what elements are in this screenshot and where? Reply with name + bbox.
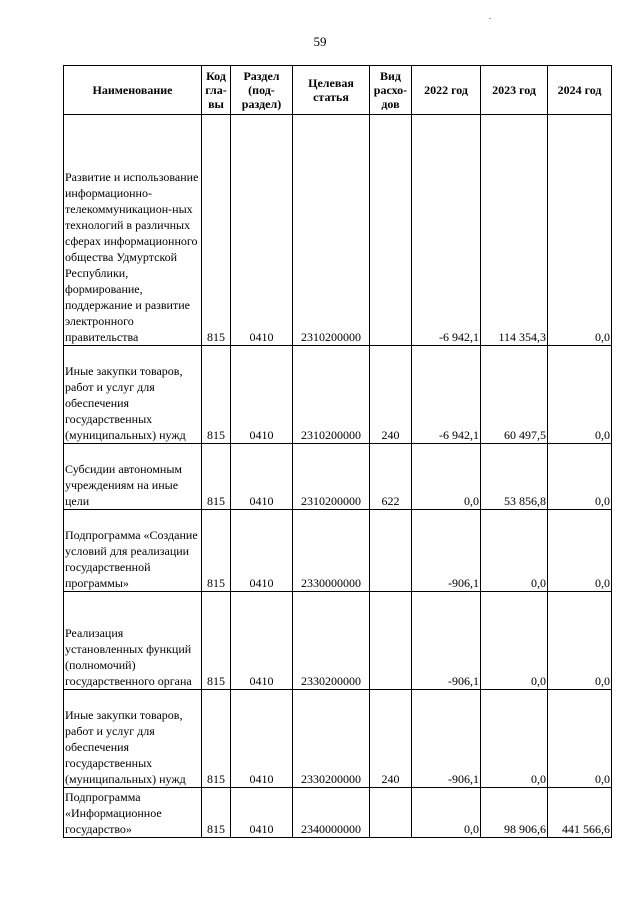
row-kod: 815 <box>202 690 231 788</box>
scan-speck <box>489 18 491 19</box>
row-2024: 0,0 <box>548 690 612 788</box>
row-2022: -906,1 <box>412 510 481 592</box>
row-name: Подпрограмма «Информационное государство» <box>64 788 202 838</box>
row-2024: 0,0 <box>548 346 612 444</box>
table-header-row <box>64 66 612 115</box>
row-statya: 2330200000 <box>293 690 370 788</box>
row-2022: 0,0 <box>412 444 481 510</box>
table-row <box>64 115 612 346</box>
row-2023: 0,0 <box>481 690 548 788</box>
table-row <box>64 444 612 510</box>
table-row <box>64 510 612 592</box>
row-razdel: 0410 <box>231 690 293 788</box>
row-kod: 815 <box>202 346 231 444</box>
row-2023: 0,0 <box>481 510 548 592</box>
row-2024: 0,0 <box>548 592 612 690</box>
row-name: Реализация установленных функций (полномочий) государственного органа <box>64 592 202 690</box>
row-razdel: 0410 <box>231 346 293 444</box>
row-2023: 98 906,6 <box>481 788 548 838</box>
row-2022: -6 942,1 <box>412 115 481 346</box>
row-2023: 0,0 <box>481 592 548 690</box>
row-2022: 0,0 <box>412 788 481 838</box>
row-vid: 240 <box>370 346 412 444</box>
row-kod: 815 <box>202 510 231 592</box>
row-razdel: 0410 <box>231 444 293 510</box>
row-statya: 2310200000 <box>293 115 370 346</box>
row-kod: 815 <box>202 788 231 838</box>
table-row <box>64 346 612 444</box>
row-vid <box>370 115 412 346</box>
header-vid: Вид расхо-дов <box>370 66 412 115</box>
row-name: Иные закупки товаров, работ и услуг для обеспечения государственных (муниципальных) нужд <box>64 690 202 788</box>
row-razdel: 0410 <box>231 510 293 592</box>
row-2024: 0,0 <box>548 115 612 346</box>
header-statya: Целевая статья <box>293 66 370 115</box>
header-2022: 2022 год <box>412 66 481 115</box>
table-row <box>64 592 612 690</box>
row-vid <box>370 788 412 838</box>
row-2024: 441 566,6 <box>548 788 612 838</box>
row-vid <box>370 510 412 592</box>
row-vid: 240 <box>370 690 412 788</box>
row-2022: -6 942,1 <box>412 346 481 444</box>
row-statya: 2340000000 <box>293 788 370 838</box>
row-razdel: 0410 <box>231 592 293 690</box>
header-name: Наименование <box>64 66 202 115</box>
row-kod: 815 <box>202 592 231 690</box>
row-2024: 0,0 <box>548 444 612 510</box>
header-razdel: Раздел (под-раздел) <box>231 66 293 115</box>
row-2023: 114 354,3 <box>481 115 548 346</box>
table-row <box>64 690 612 788</box>
row-statya: 2310200000 <box>293 444 370 510</box>
table-row <box>64 788 612 838</box>
row-name: Субсидии автономным учреждениям на иные цели <box>64 444 202 510</box>
page-number: 59 <box>313 34 327 49</box>
header-2023: 2023 год <box>481 66 548 115</box>
row-kod: 815 <box>202 444 231 510</box>
row-kod: 815 <box>202 115 231 346</box>
row-statya: 2330000000 <box>293 510 370 592</box>
row-razdel: 0410 <box>231 788 293 838</box>
row-razdel: 0410 <box>231 115 293 346</box>
row-name: Иные закупки товаров, работ и услуг для обеспечения государственных (муниципальных) нужд <box>64 346 202 444</box>
row-2024: 0,0 <box>548 510 612 592</box>
header-kod: Код гла-вы <box>202 66 231 115</box>
row-2022: -906,1 <box>412 592 481 690</box>
row-statya: 2330200000 <box>293 592 370 690</box>
row-vid: 622 <box>370 444 412 510</box>
row-2022: -906,1 <box>412 690 481 788</box>
budget-table <box>63 65 612 838</box>
row-vid <box>370 592 412 690</box>
row-2023: 60 497,5 <box>481 346 548 444</box>
row-2023: 53 856,8 <box>481 444 548 510</box>
row-statya: 2310200000 <box>293 346 370 444</box>
row-name: Подпрограмма «Создание условий для реализации государственной программы» <box>64 510 202 592</box>
row-name: Развитие и использование информационно-телекоммуникацион-ных технологий в различных сферах информационного общества Удмуртской Республики, формирование, поддержание и развитие электронного правительства <box>64 115 202 346</box>
header-2024: 2024 год <box>548 66 612 115</box>
